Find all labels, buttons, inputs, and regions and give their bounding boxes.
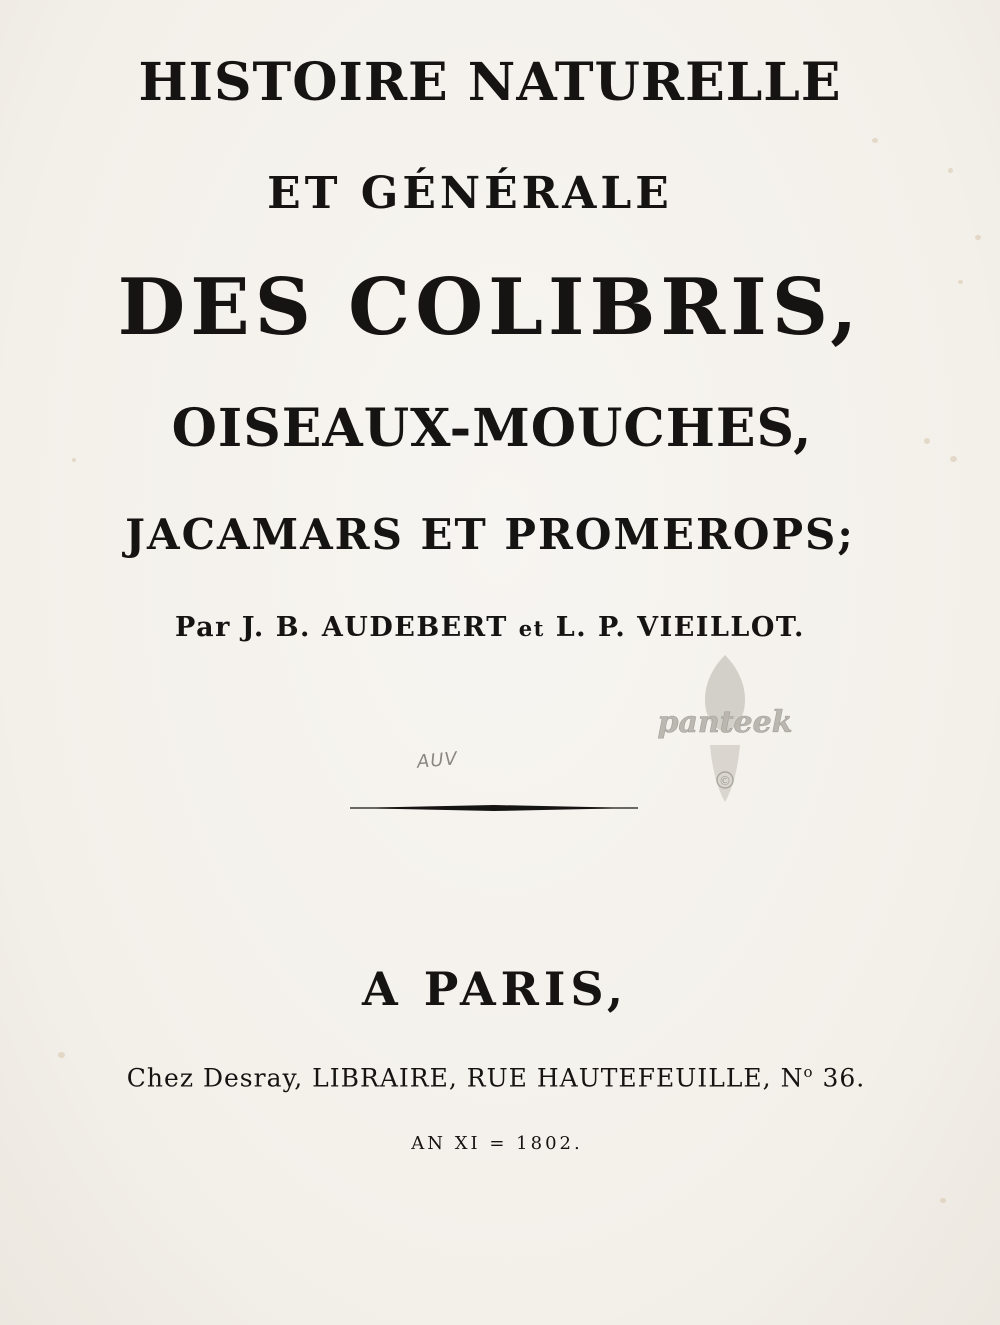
foxing-spot (958, 280, 963, 284)
title-line-5: JACAMARS ET PROMEROPS; (125, 510, 855, 559)
title-line-4: OISEAUX-MOUCHES, (171, 398, 813, 459)
title-line-3: DES COLIBRIS, (117, 262, 863, 353)
author-2: L. P. VIEILLOT. (555, 612, 805, 643)
street-number-sup: o (803, 1063, 814, 1081)
et-word: et (518, 616, 545, 641)
foxing-spot (948, 168, 953, 173)
imprint-date: AN XI = 1802. (411, 1133, 583, 1154)
pencil-annotation: AUV (416, 748, 459, 773)
panteek-watermark (640, 650, 810, 810)
street-number-prefix: N (780, 1063, 804, 1093)
watermark-text: panteek (657, 705, 793, 740)
foxing-spot (975, 235, 981, 240)
decorative-rule (350, 800, 638, 816)
publisher-name: Desray (202, 1063, 295, 1093)
par-word: Par (175, 612, 231, 643)
foxing-spot (924, 438, 930, 444)
street-number: 36. (822, 1063, 866, 1093)
foxing-spot (940, 1198, 946, 1203)
title-line-2: ET GÉNÉRALE (267, 168, 673, 219)
publisher-address: , LIBRAIRE, RUE HAUTEFEUILLE, (294, 1063, 772, 1093)
foxing-spot (950, 456, 957, 462)
foxing-spot (72, 458, 76, 462)
chez-word: Chez (126, 1063, 194, 1093)
imprint-city: A PARIS, (362, 962, 628, 1016)
foxing-spot (58, 1052, 65, 1058)
imprint-publisher-line (0, 1063, 996, 1092)
author-1: J. B. AUDEBERT (241, 612, 508, 643)
title-line-1: HISTOIRE NATURELLE (138, 52, 842, 113)
author-line (0, 612, 990, 643)
watermark-copyright: © (719, 774, 731, 788)
foxing-spot (872, 138, 878, 143)
